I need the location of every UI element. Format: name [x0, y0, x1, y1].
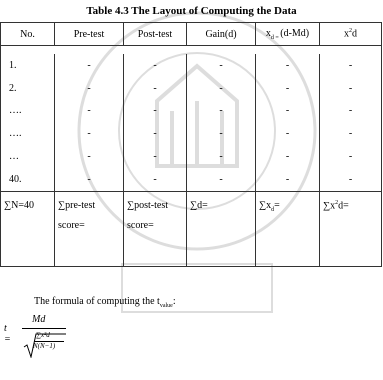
- table-caption: Table 4.3 The Layout of Computing the Data: [86, 5, 297, 17]
- header-pretest: Pre-test: [55, 23, 124, 46]
- table-header-row: [1, 23, 382, 46]
- header-gain: Gain(d): [187, 23, 256, 46]
- table-row: …. - - - - -: [1, 99, 382, 122]
- header-posttest: Post-test: [124, 23, 187, 46]
- sum-n: ∑N=40: [1, 192, 55, 267]
- formula-numerator: Md: [32, 314, 46, 325]
- formula-lhs: t =: [4, 323, 11, 345]
- table-row: 1. - - - - -: [1, 54, 382, 77]
- formula-intro-text: The formula of computing the $t_{value}$:: [34, 296, 176, 309]
- table-row: 40. - - - - -: [1, 168, 382, 191]
- table-row: 2. - - - - -: [1, 77, 382, 100]
- fraction-bar: [22, 328, 66, 329]
- computing-data-table: [0, 22, 382, 267]
- table-sum-row: [1, 192, 382, 267]
- table-row: … - - - - -: [1, 145, 382, 168]
- sum-gain: ∑d=: [187, 192, 256, 267]
- table-row: …. - - - - -: [1, 122, 382, 145]
- header-no: No.: [1, 23, 55, 46]
- root-denominator: N(N−1): [33, 342, 56, 350]
- root-numerator: ∑x²d: [36, 331, 50, 339]
- sum-posttest: ∑post-test score=: [124, 192, 187, 267]
- sum-xd: $\sum x_d=$: [256, 192, 320, 267]
- sum-x2d: $\sum x^2d=$: [320, 192, 382, 267]
- header-xd: $x_{d =}$ (d-Md): [256, 23, 320, 46]
- header-x2d: $x^2d$: [320, 23, 382, 46]
- sum-pretest: ∑pre-test score=: [55, 192, 124, 267]
